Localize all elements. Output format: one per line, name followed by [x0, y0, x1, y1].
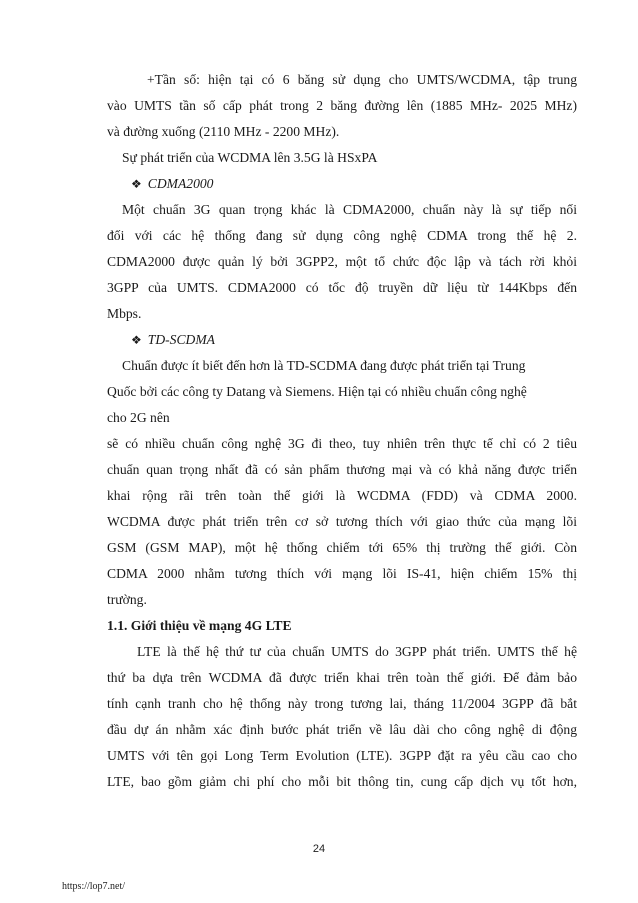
paragraph-line: đối với các hệ thống đang sử dụng công nghệ CDMA trong thế hệ 2.	[107, 228, 577, 243]
section-heading: 1.1. Giới thiệu về mạng 4G LTE	[107, 618, 292, 633]
paragraph-line: +Tần số: hiện tại có 6 băng sử dụng cho UMTS/WCDMA, tập trung	[147, 72, 577, 87]
paragraph-line: GSM (GSM MAP), một hệ thống chiếm tới 65% thị trường thế giới. Còn	[107, 540, 577, 555]
page-number: 24	[312, 843, 326, 855]
footer-url-link[interactable]: https://lop7.net/	[62, 881, 126, 892]
paragraph-line: LTE là thế hệ thứ tư của chuẩn UMTS do 3GPP phát triển. UMTS thế hệ	[137, 644, 577, 659]
diamond-bullet-icon: ❖	[131, 333, 142, 347]
paragraph-line: WCDMA được phát triển trên cơ sở tương thích với giao thức của mạng lõi	[107, 514, 577, 529]
paragraph-line: Mbps.	[107, 306, 142, 321]
paragraph-line: UMTS với tên gọi Long Term Evolution (LTE). 3GPP đặt ra yêu cầu cao cho	[107, 748, 577, 763]
paragraph-line: Một chuẩn 3G quan trọng khác là CDMA2000, chuẩn này là sự tiếp nối	[122, 202, 577, 217]
paragraph-line: trường.	[107, 592, 147, 607]
paragraph-line: sẽ có nhiều chuẩn công nghệ 3G đi theo, tuy nhiên trên thực tế chỉ có 2 tiêu	[107, 436, 577, 451]
bullet-heading-text: TD-SCDMA	[147, 332, 215, 347]
paragraph-line: CDMA2000 được quản lý bởi 3GPP2, một tổ chức độc lập và tách rời khỏi	[107, 254, 577, 269]
paragraph-line: 3GPP của UMTS. CDMA2000 có tốc độ truyền dữ liệu từ 144Kbps đến	[107, 280, 577, 295]
paragraph-line: Chuẩn được ít biết đến hơn là TD-SCDMA đang được phát triển tại Trung	[122, 358, 526, 373]
paragraph-line: thứ ba dựa trên WCDMA đã được triển khai trên toàn thế giới. Để đảm bảo	[107, 670, 577, 685]
paragraph-line: khai rộng rãi trên toàn thế giới là WCDMA (FDD) và CDMA 2000.	[107, 488, 577, 503]
paragraph-line: Sự phát triển của WCDMA lên 3.5G là HSxPA	[122, 150, 378, 165]
paragraph-line: và đường xuống (2110 MHz - 2200 MHz).	[107, 124, 340, 139]
bullet-heading-td-scdma	[131, 327, 215, 353]
diamond-bullet-icon: ❖	[131, 177, 142, 191]
paragraph-line: LTE, bao gồm giảm chi phí cho mỗi bit thông tin, cung cấp dịch vụ tốt hơn,	[107, 774, 577, 789]
paragraph-line: CDMA 2000 nhằm tương thích với mạng lõi IS-41, hiện chiếm 15% thị	[107, 566, 577, 581]
paragraph-line: chuẩn quan trọng nhất đã có sản phẩm thương mại và có khả năng được triển	[107, 462, 577, 477]
paragraph-line: vào UMTS tần số cấp phát trong 2 băng đường lên (1885 MHz- 2025 MHz)	[107, 98, 577, 113]
paragraph-line: cho 2G nên	[107, 410, 170, 425]
bullet-heading-cdma2000	[131, 171, 213, 197]
bullet-heading-text: CDMA2000	[147, 176, 214, 191]
paragraph-line: Quốc bởi các công ty Datang và Siemens. Hiện tại có nhiều chuẩn công nghệ	[107, 384, 527, 399]
paragraph-line: đầu dự án nhằm xác định bước phát triển về lâu dài cho công nghệ di động	[107, 722, 577, 737]
paragraph-line: tính cạnh tranh cho hệ thống này trong tương lai, tháng 11/2004 3GPP đã bắt	[107, 696, 577, 711]
